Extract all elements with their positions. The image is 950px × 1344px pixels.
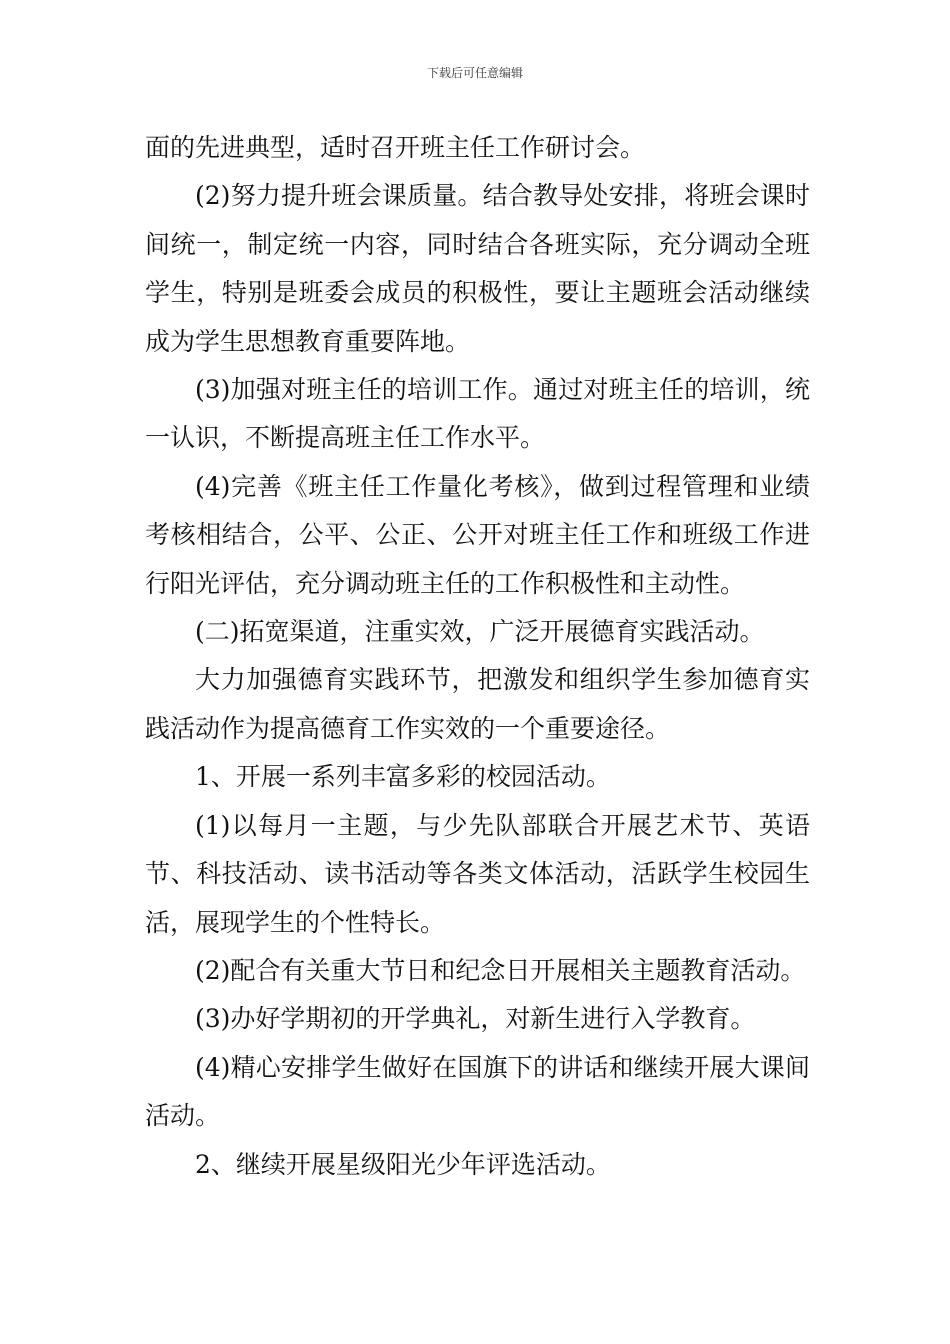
page-header: 下载后可任意编辑 — [426, 66, 523, 80]
document-body — [145, 124, 810, 1189]
paragraph-continuation: 面的先进典型，适时召开班主任工作研讨会。 — [145, 133, 646, 162]
paragraph-section-heading: (二)拓宽渠道，注重实效，广泛开展德育实践活动。 — [195, 617, 765, 647]
paragraph-flag-speech: (4)精心安排学生做好在国旗下的讲话和继续开展大课间活动。 — [145, 1052, 810, 1131]
paragraph-item-1: 1、开展一系列丰富多彩的校园活动。 — [195, 762, 611, 792]
paragraph-monthly-theme: (1)以每月一主题，与少先队部联合开展艺术节、英语节、科技活动、读书活动等各类文体活动，活跃学生校园生活，展现学生的个性特长。 — [145, 810, 810, 937]
paragraph-holidays: (2)配合有关重大节日和纪念日开展相关主题教育活动。 — [195, 955, 806, 985]
paragraph-assessment: (4)完善《班主任工作量化考核》，做到过程管理和业绩考核相结合，公平、公正、公开对班主任工作和班级工作进行阳光评估，充分调动班主任的工作积极性和主动性。 — [145, 471, 810, 598]
paragraph-class-meeting: (2)努力提升班会课质量。结合教导处安排，将班会课时间统一，制定统一内容，同时结合各班实际，充分调动全班学生，特别是班委会成员的积极性，要让主题班会活动继续成为学生思想教育重要阵地。 — [145, 181, 810, 356]
paragraph-opening-ceremony: (3)办好学期初的开学典礼，对新生进行入学教育。 — [195, 1004, 756, 1034]
paragraph-teacher-training: (3)加强对班主任的培训工作。通过对班主任的培训，统一认识，不断提高班主任工作水平。 — [145, 375, 810, 453]
paragraph-item-2: 2、继续开展星级阳光少年评选活动。 — [195, 1149, 611, 1179]
paragraph-practice: 大力加强德育实践环节，把激发和组织学生参加德育实践活动作为提高德育工作实效的一个重要途径。 — [145, 665, 810, 743]
